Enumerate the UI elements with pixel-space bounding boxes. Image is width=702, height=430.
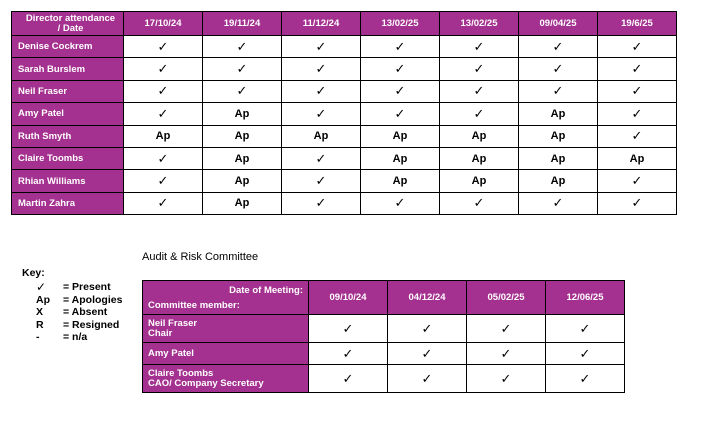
director-name: Amy Patel [12, 103, 124, 125]
attendance-mark: ✓ [598, 58, 677, 80]
key-title: Key: [22, 267, 45, 279]
attendance-mark: ✓ [282, 103, 361, 125]
director-date-header: 19/11/24 [203, 12, 282, 36]
attendance-mark: ✓ [124, 192, 203, 214]
attendance-mark: ✓ [440, 192, 519, 214]
member-name: Neil Fraser [148, 317, 198, 329]
attendance-mark: ✓ [519, 58, 598, 80]
attendance-mark: Ap [282, 125, 361, 147]
attendance-mark: ✓ [519, 192, 598, 214]
attendance-mark: ✓ [519, 36, 598, 58]
attendance-mark: Ap [519, 147, 598, 169]
audit-date-header: 05/02/25 [467, 281, 546, 315]
committee-member [143, 343, 309, 365]
attendance-mark: ✓ [546, 315, 625, 343]
attendance-mark: ✓ [124, 147, 203, 169]
attendance-mark: ✓ [282, 147, 361, 169]
attendance-mark: ✓ [546, 365, 625, 393]
attendance-mark: Ap [440, 170, 519, 192]
director-date-header: 09/04/25 [519, 12, 598, 36]
key-item [22, 331, 122, 344]
attendance-mark: ✓ [282, 170, 361, 192]
director-corner-text: Director attendance / Date [25, 12, 116, 34]
attendance-mark: Ap [361, 147, 440, 169]
attendance-mark: ✓ [361, 192, 440, 214]
table-row [143, 315, 625, 343]
audit-risk-table [142, 280, 625, 393]
table-row [12, 36, 677, 58]
member-name: Claire Toombs [148, 367, 214, 379]
table-row [143, 343, 625, 365]
audit-header-row [143, 281, 625, 315]
table-row [12, 103, 677, 125]
attendance-mark: ✓ [598, 170, 677, 192]
attendance-mark: ✓ [282, 80, 361, 102]
table-row [12, 192, 677, 214]
audit-date-header: 12/06/25 [546, 281, 625, 315]
attendance-mark: ✓ [203, 58, 282, 80]
attendance-mark: ✓ [598, 80, 677, 102]
attendance-mark: ✓ [598, 192, 677, 214]
key-symbol: - [36, 331, 40, 343]
attendance-mark: ✓ [282, 192, 361, 214]
attendance-mark: ✓ [598, 103, 677, 125]
member-role: Chair [148, 327, 173, 339]
attendance-mark: ✓ [467, 365, 546, 393]
attendance-mark: ✓ [124, 36, 203, 58]
key-item [22, 319, 122, 332]
attendance-mark: ✓ [124, 80, 203, 102]
table-row [12, 58, 677, 80]
attendance-mark: ✓ [361, 80, 440, 102]
table-row [143, 365, 625, 393]
attendance-mark: Ap [519, 125, 598, 147]
attendance-mark: Ap [440, 125, 519, 147]
director-date-header: 17/10/24 [124, 12, 203, 36]
director-name: Neil Fraser [12, 80, 124, 102]
attendance-mark: ✓ [388, 343, 467, 365]
director-date-header: 13/02/25 [361, 12, 440, 36]
attendance-mark: Ap [361, 170, 440, 192]
member-role: CAO/ Company Secretary [148, 377, 264, 389]
attendance-mark: Ap [203, 147, 282, 169]
key-meaning: = Absent [63, 306, 108, 318]
attendance-mark: ✓ [546, 343, 625, 365]
table-row [12, 80, 677, 102]
attendance-mark: ✓ [309, 315, 388, 343]
attendance-mark: ✓ [440, 80, 519, 102]
director-header-row [12, 12, 677, 36]
attendance-mark: Ap [440, 147, 519, 169]
attendance-mark: ✓ [203, 36, 282, 58]
key-symbol: Ap [36, 293, 50, 306]
director-date-header: 19/6/25 [598, 12, 677, 36]
key-meaning: = Apologies [63, 293, 123, 306]
director-name: Martin Zahra [12, 192, 124, 214]
attendance-mark: Ap [203, 170, 282, 192]
key-item [22, 294, 122, 307]
key-item [22, 306, 122, 319]
director-corner-label [12, 12, 124, 36]
attendance-mark: ✓ [361, 103, 440, 125]
attendance-mark: ✓ [598, 125, 677, 147]
audit-corner-label [143, 281, 309, 315]
director-name: Claire Toombs [12, 147, 124, 169]
committee-member-label: Committee member: [148, 300, 240, 311]
attendance-mark: ✓ [309, 365, 388, 393]
attendance-mark: Ap [124, 125, 203, 147]
attendance-mark: ✓ [467, 315, 546, 343]
attendance-mark: ✓ [440, 58, 519, 80]
committee-member [143, 365, 309, 393]
table-row [12, 147, 677, 169]
member-name: Amy Patel [148, 347, 194, 359]
key-legend [22, 267, 122, 344]
key-item [22, 281, 122, 294]
attendance-mark: ✓ [598, 36, 677, 58]
audit-date-header: 09/10/24 [309, 281, 388, 315]
attendance-mark: Ap [519, 170, 598, 192]
attendance-mark: ✓ [124, 170, 203, 192]
attendance-mark: ✓ [467, 343, 546, 365]
attendance-mark: ✓ [361, 58, 440, 80]
attendance-mark: ✓ [309, 343, 388, 365]
audit-committee-title: Audit & Risk Committee [142, 251, 259, 263]
attendance-mark: ✓ [282, 36, 361, 58]
meeting-date-label: Date of Meeting: [229, 285, 303, 296]
table-row [12, 125, 677, 147]
attendance-mark: Ap [598, 147, 677, 169]
attendance-mark: Ap [203, 125, 282, 147]
attendance-mark: ✓ [440, 36, 519, 58]
attendance-mark: ✓ [388, 365, 467, 393]
attendance-mark: ✓ [519, 80, 598, 102]
attendance-mark: ✓ [361, 36, 440, 58]
director-date-header: 11/12/24 [282, 12, 361, 36]
attendance-mark: ✓ [124, 58, 203, 80]
attendance-mark: Ap [361, 125, 440, 147]
key-meaning: = Resigned [63, 318, 120, 331]
key-symbol: ✓ [36, 280, 47, 294]
director-attendance-table [11, 11, 677, 215]
attendance-mark: Ap [203, 192, 282, 214]
director-date-header: 13/02/25 [440, 12, 519, 36]
table-row [12, 170, 677, 192]
director-name: Sarah Burslem [12, 58, 124, 80]
director-name: Ruth Smyth [12, 125, 124, 147]
committee-member [143, 315, 309, 343]
director-name: Denise Cockrem [12, 36, 124, 58]
attendance-mark: ✓ [440, 103, 519, 125]
key-symbol: R [36, 318, 44, 331]
attendance-mark: ✓ [203, 80, 282, 102]
key-symbol: X [36, 306, 44, 318]
attendance-mark: Ap [203, 103, 282, 125]
director-name: Rhian Williams [12, 170, 124, 192]
key-meaning: = Present [63, 281, 111, 293]
attendance-mark: ✓ [282, 58, 361, 80]
audit-date-header: 04/12/24 [388, 281, 467, 315]
attendance-mark: ✓ [124, 103, 203, 125]
attendance-mark: ✓ [388, 315, 467, 343]
key-meaning: = n/a [63, 331, 88, 343]
attendance-mark: Ap [519, 103, 598, 125]
